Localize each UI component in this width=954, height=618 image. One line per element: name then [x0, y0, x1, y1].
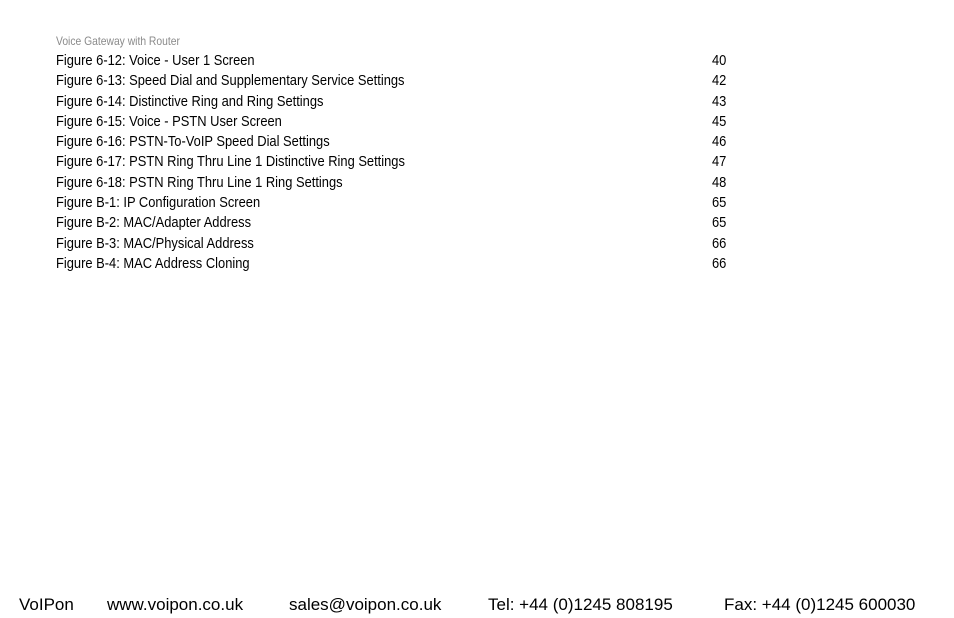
- running-header: Voice Gateway with Router: [56, 34, 180, 48]
- toc-entry-page: 47: [712, 153, 727, 171]
- toc-entry-title: Figure 6-17: PSTN Ring Thru Line 1 Distinctive Ring Settings: [56, 153, 405, 171]
- toc-entry[interactable]: [56, 92, 736, 112]
- toc-entry[interactable]: [56, 254, 736, 274]
- toc-entry[interactable]: [56, 234, 736, 254]
- toc-entry-page: 46: [712, 133, 727, 151]
- toc-entry-title: Figure 6-13: Speed Dial and Supplementary Service Settings: [56, 72, 405, 90]
- toc-entry-page: 66: [712, 254, 727, 272]
- toc-entry-title: Figure 6-18: PSTN Ring Thru Line 1 Ring Settings: [56, 173, 343, 191]
- footer-company: VoIPon: [19, 595, 74, 614]
- toc-entry-page: 48: [712, 173, 727, 191]
- toc-entry-title: Figure B-2: MAC/Adapter Address: [56, 214, 252, 232]
- toc-entry[interactable]: [56, 51, 736, 71]
- toc-entry[interactable]: [56, 173, 736, 193]
- toc-entry-title: Figure B-1: IP Configuration Screen: [56, 194, 261, 212]
- toc-entry-title: Figure B-4: MAC Address Cloning: [56, 254, 250, 272]
- toc-entry[interactable]: [56, 71, 736, 91]
- toc-entry-page: 65: [712, 214, 727, 232]
- toc-entry[interactable]: [56, 132, 736, 152]
- toc-entry-title: Figure 6-14: Distinctive Ring and Ring Settings: [56, 92, 324, 110]
- list-of-figures: [56, 51, 736, 274]
- toc-entry[interactable]: [56, 193, 736, 213]
- toc-entry-page: 43: [712, 92, 727, 110]
- toc-entry-title: Figure 6-16: PSTN-To-VoIP Speed Dial Settings: [56, 133, 330, 151]
- toc-entry[interactable]: [56, 152, 736, 172]
- toc-entry[interactable]: [56, 112, 736, 132]
- toc-entry-title: Figure 6-12: Voice - User 1 Screen: [56, 52, 255, 69]
- footer-website-link[interactable]: www.voipon.co.uk: [107, 595, 244, 614]
- toc-entry[interactable]: [56, 213, 736, 233]
- toc-entry-page: 45: [712, 112, 727, 130]
- footer-email-link[interactable]: sales@voipon.co.uk: [289, 595, 442, 614]
- toc-entry-page: 42: [712, 72, 727, 90]
- toc-entry-page: 66: [712, 234, 727, 252]
- toc-entry-page: 65: [712, 194, 727, 212]
- toc-entry-title: Figure 6-15: Voice - PSTN User Screen: [56, 112, 282, 130]
- toc-entry-page: 40: [712, 52, 727, 69]
- toc-entry-title: Figure B-3: MAC/Physical Address: [56, 234, 254, 252]
- footer-fax: Fax: +44 (0)1245 600030: [724, 595, 916, 614]
- footer-telephone: Tel: +44 (0)1245 808195: [488, 595, 673, 614]
